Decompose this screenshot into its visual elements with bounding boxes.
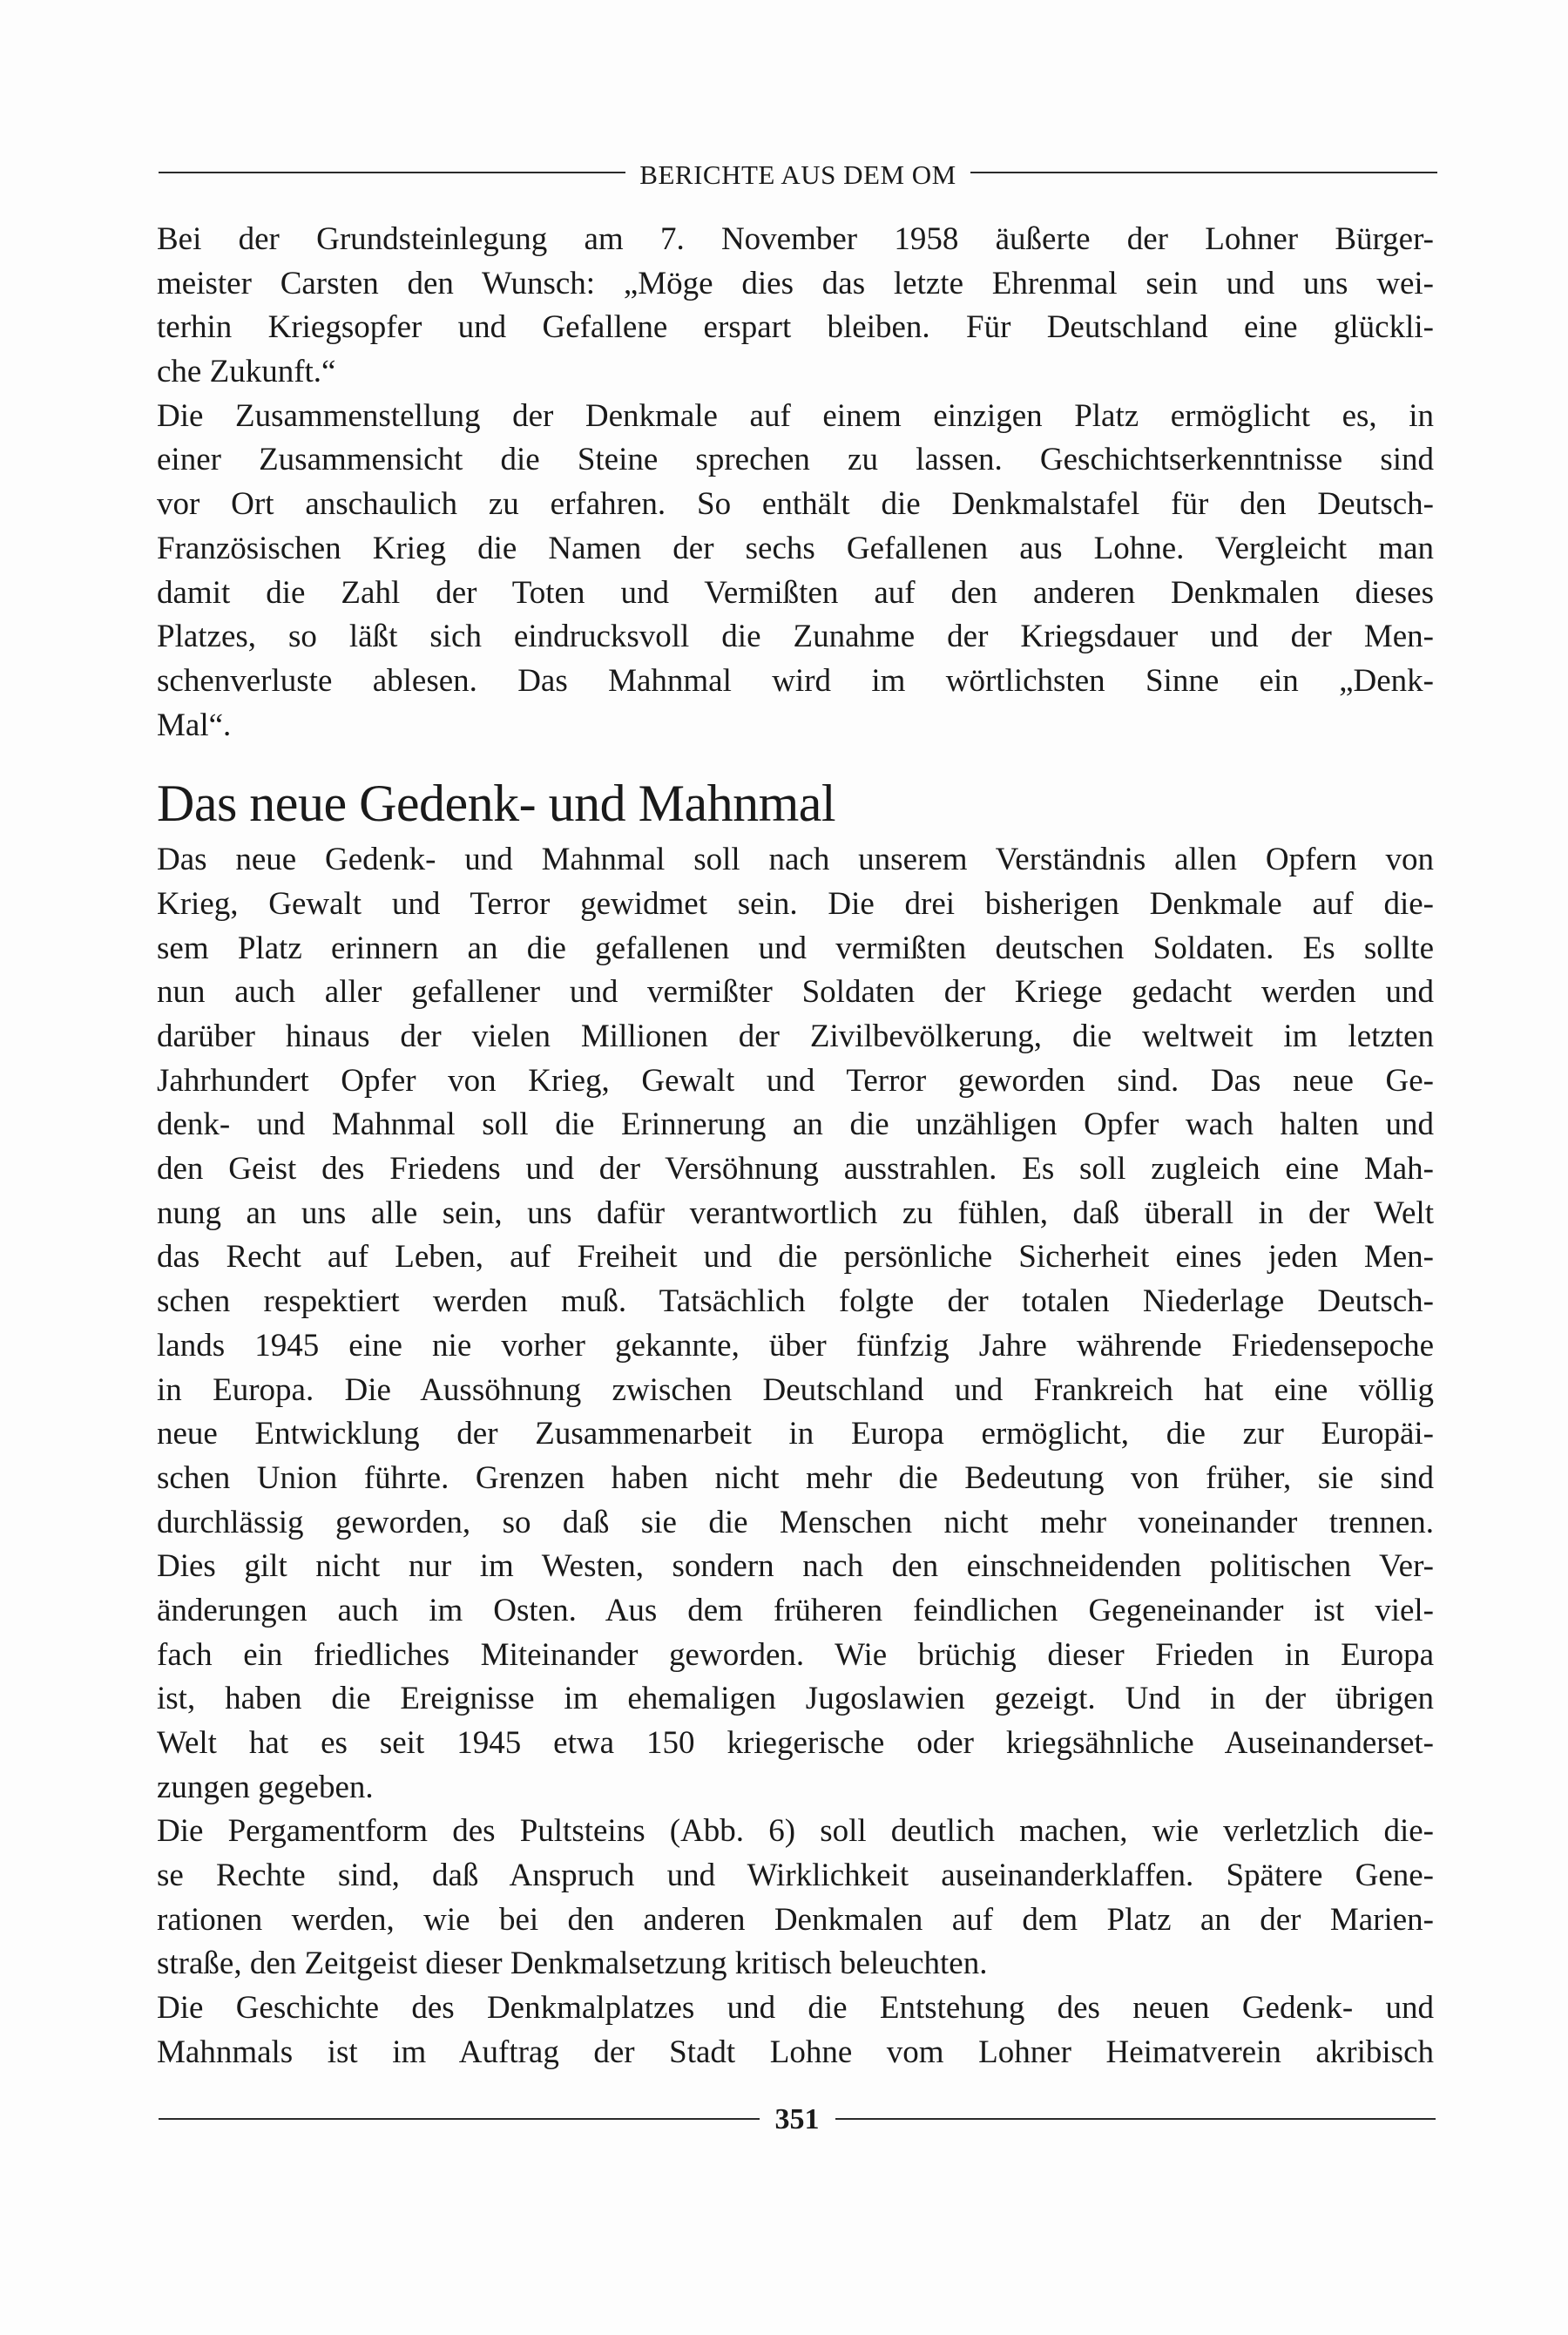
text-line: Mal“.	[157, 707, 232, 743]
text-line: ist, haben die Ereignisse im ehemaligen Jugoslawien gezeigt. Und in der übrigen	[157, 1681, 1434, 1717]
text-line: schen respektiert werden muß. Tatsächlich folgte der totalen Niederlage Deutsch-	[157, 1283, 1434, 1320]
text-line: fach ein friedliches Miteinander geworden. Wie brüchig dieser Frieden in Europa	[157, 1636, 1434, 1673]
text-line: Französischen Krieg die Namen der sechs Gefallenen aus Lohne. Vergleicht man	[157, 530, 1434, 566]
paragraph	[157, 1810, 1434, 1986]
text-line: Die Pergamentform des Pultsteins (Abb. 6) soll deutlich machen, wie verletzlich die-	[157, 1813, 1434, 1850]
text-line: neue Entwicklung der Zusammenarbeit in Europa ermöglicht, die zur Europäi-	[157, 1416, 1434, 1452]
paragraphs-after-heading	[157, 838, 1434, 2074]
text-line: darüber hinaus der vielen Millionen der Zivilbevölkerung, die weltweit im letzten	[157, 1019, 1434, 1054]
text-line: Welt hat es seit 1945 etwa 150 kriegerische oder kriegsähnliche Auseinanderset-	[157, 1725, 1434, 1761]
text-line: schenverluste ablesen. Das Mahnmal wird im wörtlichsten Sinne ein „Denk-	[157, 662, 1434, 699]
paragraph	[157, 1986, 1434, 2074]
paragraphs-before-heading	[157, 218, 1434, 748]
text-line: Die Geschichte des Denkmalplatzes und die Entstehung des neuen Gedenk- und	[157, 1990, 1434, 2027]
text-line: Bei der Grundsteinlegung am 7. November 1958 äußerte der Lohner Bürger-	[157, 221, 1434, 257]
text-line: durchlässig geworden, so daß sie die Menschen nicht mehr voneinander trennen.	[157, 1504, 1434, 1540]
text-line: Dies gilt nicht nur im Westen, sondern nach den einschneidenden politischen Ver-	[157, 1548, 1434, 1585]
paragraph	[157, 838, 1434, 1810]
running-head-title: BERICHTE AUS DEM OM	[639, 159, 956, 190]
paragraph	[157, 395, 1434, 748]
footer-rule-right	[835, 2118, 1436, 2120]
text-line: rationen werden, wie bei den anderen Denkmalen auf dem Platz an der Marien-	[157, 1901, 1434, 1938]
page-footer	[159, 2100, 1436, 2138]
text-line: nung an uns alle sein, uns dafür verantwortlich zu fühlen, daß überall in der Welt	[157, 1195, 1434, 1231]
article-body	[157, 218, 1434, 2075]
text-line: Das neue Gedenk- und Mahnmal soll nach unserem Verständnis allen Opfern von	[157, 842, 1434, 878]
text-line: Platzes, so läßt sich eindrucksvoll die Zunahme der Kriegsdauer und der Men-	[157, 619, 1434, 655]
text-line: damit die Zahl der Toten und Vermißten auf den anderen Denkmalen dieses	[157, 574, 1434, 611]
text-line: denk- und Mahnmal soll die Erinnerung an die unzähligen Opfer wach halten und	[157, 1107, 1434, 1143]
text-line: änderungen auch im Osten. Aus dem früheren feindlichen Gegeneinander ist viel-	[157, 1592, 1434, 1628]
text-line: Mahnmals ist im Auftrag der Stadt Lohne vom Lohner Heimatverein akribisch	[157, 2034, 1434, 2070]
text-line: meister Carsten den Wunsch: „Möge dies das letzte Ehrenmal sein und uns wei-	[157, 265, 1434, 301]
text-line: straße, den Zeitgeist dieser Denkmalsetzung kritisch beleuchten.	[157, 1946, 988, 1982]
text-line: einer Zusammensicht die Steine sprechen zu lassen. Geschichtserkenntnisse sind	[157, 442, 1434, 478]
text-line: se Rechte sind, daß Anspruch und Wirklichkeit auseinanderklaffen. Spätere Gene-	[157, 1858, 1434, 1894]
text-line: lands 1945 eine nie vorher gekannte, über fünfzig Jahre währende Friedensepoche	[157, 1327, 1434, 1364]
text-line: das Recht auf Leben, auf Freiheit und die persönliche Sicherheit eines jeden Men-	[157, 1239, 1434, 1276]
footer-rule-left	[159, 2118, 760, 2120]
running-head	[159, 153, 1437, 192]
text-line: Die Zusammenstellung der Denkmale auf einem einzigen Platz ermöglicht es, in	[157, 397, 1434, 434]
text-line: schen Union führte. Grenzen haben nicht mehr die Bedeutung von früher, sie sind	[157, 1459, 1434, 1496]
text-line: zungen gegeben.	[157, 1769, 374, 1805]
running-head-rule-left	[159, 172, 625, 173]
text-line: den Geist des Friedens und der Versöhnung ausstrahlen. Es soll zugleich eine Mah-	[157, 1151, 1434, 1188]
page-number: 351	[774, 2103, 820, 2135]
running-head-rule-right	[970, 172, 1437, 173]
text-line: che Zukunft.“	[157, 354, 336, 390]
text-line: nun auch aller gefallener und vermißter Soldaten der Kriege gedacht werden und	[157, 974, 1434, 1011]
text-line: Krieg, Gewalt und Terror gewidmet sein. Die drei bisherigen Denkmale auf die-	[157, 885, 1434, 922]
text-line: terhin Kriegsopfer und Gefallene erspart bleiben. Für Deutschland eine glückli-	[157, 309, 1434, 346]
text-line: sem Platz erinnern an die gefallenen und vermißten deutschen Soldaten. Es sollte	[157, 930, 1434, 966]
text-line: in Europa. Die Aussöhnung zwischen Deutschland und Frankreich hat eine völlig	[157, 1371, 1434, 1408]
text-line: vor Ort anschaulich zu erfahren. So enthält die Denkmalstafel für den Deutsch-	[157, 486, 1434, 523]
paragraph	[157, 218, 1434, 395]
section-heading: Das neue Gedenk- und Mahnmal	[157, 775, 836, 833]
text-line: Jahrhundert Opfer von Krieg, Gewalt und Terror geworden sind. Das neue Ge-	[157, 1062, 1434, 1099]
